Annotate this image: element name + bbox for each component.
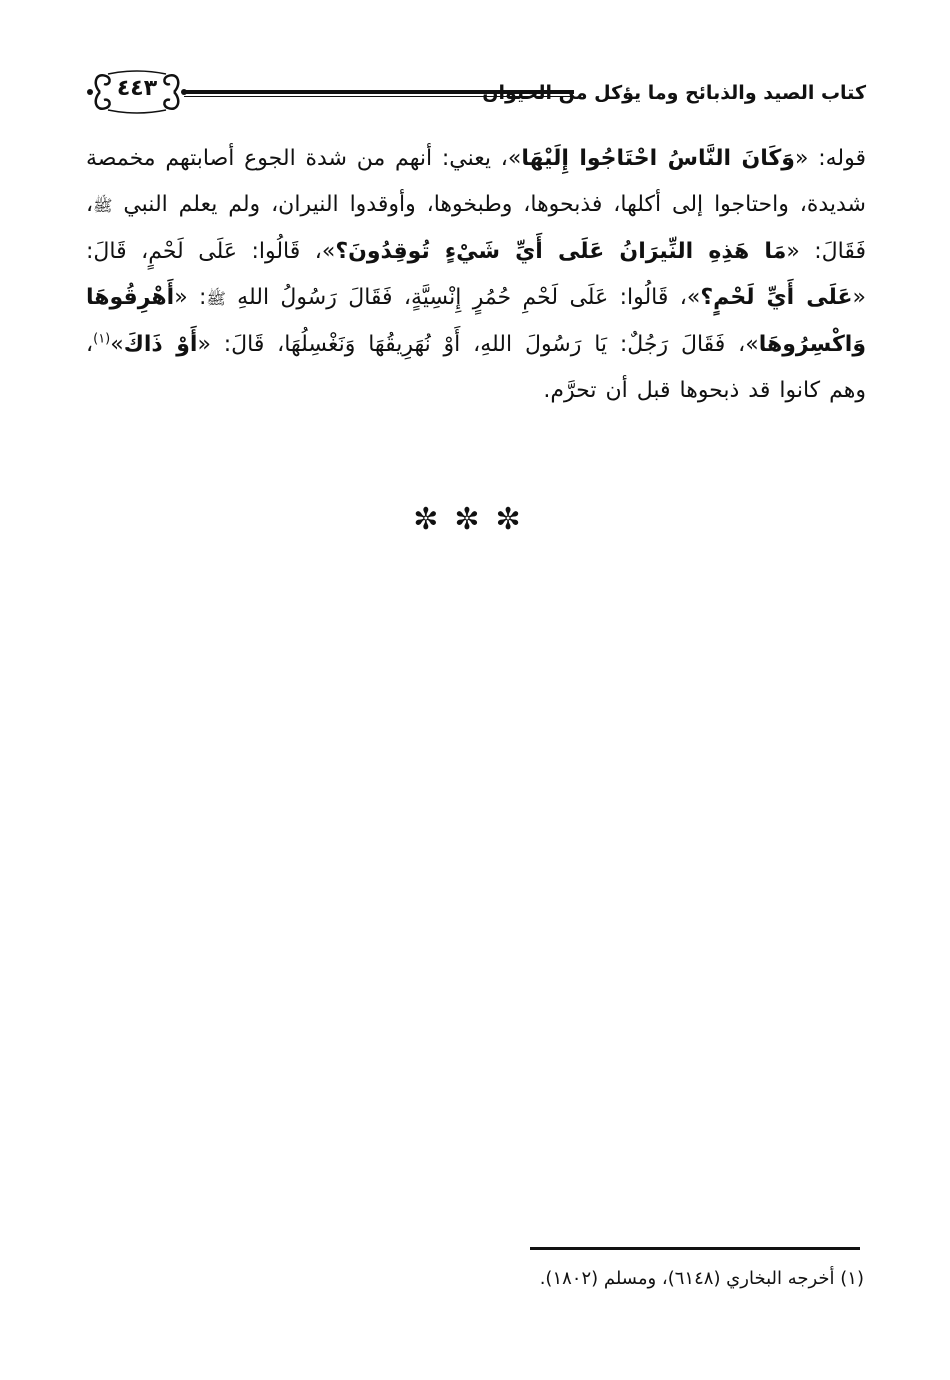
text-segment: »، يعني: أنهم من شدة الجوع أصابتهم مخمصة شديدة، واحتاجوا إلى أكلها، فذبحوها، وطبخوها، وأوقدوا النيران، ولم يعلم النبي bbox=[86, 146, 866, 217]
text-segment: » bbox=[110, 332, 124, 357]
book-chapter-title: كتاب الصيد والذبائح وما يؤكل من الحيوان bbox=[482, 82, 866, 104]
salutation-glyph: ﷺ bbox=[206, 289, 226, 308]
hadith-quote: أَوْ ذَاكَ bbox=[123, 332, 198, 357]
running-header bbox=[86, 62, 866, 118]
hadith-quote: وَكَانَ النَّاسُ احْتَاجُوا إِلَيْهَا bbox=[521, 146, 795, 171]
text-segment: »، قَالُوا: عَلَى لَحْمٍ، قَالَ: « bbox=[86, 239, 866, 310]
footnote-rule bbox=[530, 1247, 860, 1250]
page-number-ornament bbox=[86, 66, 188, 118]
section-separator: ✼✼✼ bbox=[413, 502, 537, 537]
main-paragraph bbox=[86, 136, 866, 414]
page-number: ٤٤٣ bbox=[116, 76, 158, 101]
text-segment: : « bbox=[174, 285, 207, 310]
hadith-quote: أَهْرِقُوهَا وَاكْسِرُوهَا bbox=[86, 285, 867, 357]
footnote-1: (١) أخرجه البخاري (٦١٤٨)، ومسلم (١٨٠٢). bbox=[539, 1268, 864, 1289]
salutation-glyph: ﷺ bbox=[93, 196, 113, 215]
text-segment: »، قَالُوا: عَلَى لَحْمِ حُمُرٍ إِنْسِيَّةٍ، فَقَالَ رَسُولُ اللهِ bbox=[225, 285, 701, 310]
text-segment: قوله: « bbox=[794, 146, 866, 171]
hadith-quote: مَا هَذِهِ النِّيرَانُ عَلَى أَيِّ شَيْءٍ تُوقِدُونَ؟ bbox=[335, 239, 787, 264]
footnote-reference[interactable]: (١) bbox=[93, 331, 111, 347]
text-segment: ، وهم كانوا قد ذبحوها قبل أن تحرَّم. bbox=[86, 332, 866, 403]
text-segment: »، فَقَالَ رَجُلٌ: يَا رَسُولَ اللهِ، أَوْ نُهَرِيقُهَا وَنَغْسِلُهَا، قَالَ: « bbox=[197, 332, 759, 357]
text-segment: ، فَقَالَ: « bbox=[86, 192, 867, 264]
hadith-quote: عَلَى أَيِّ لَحْمٍ؟ bbox=[700, 285, 853, 310]
